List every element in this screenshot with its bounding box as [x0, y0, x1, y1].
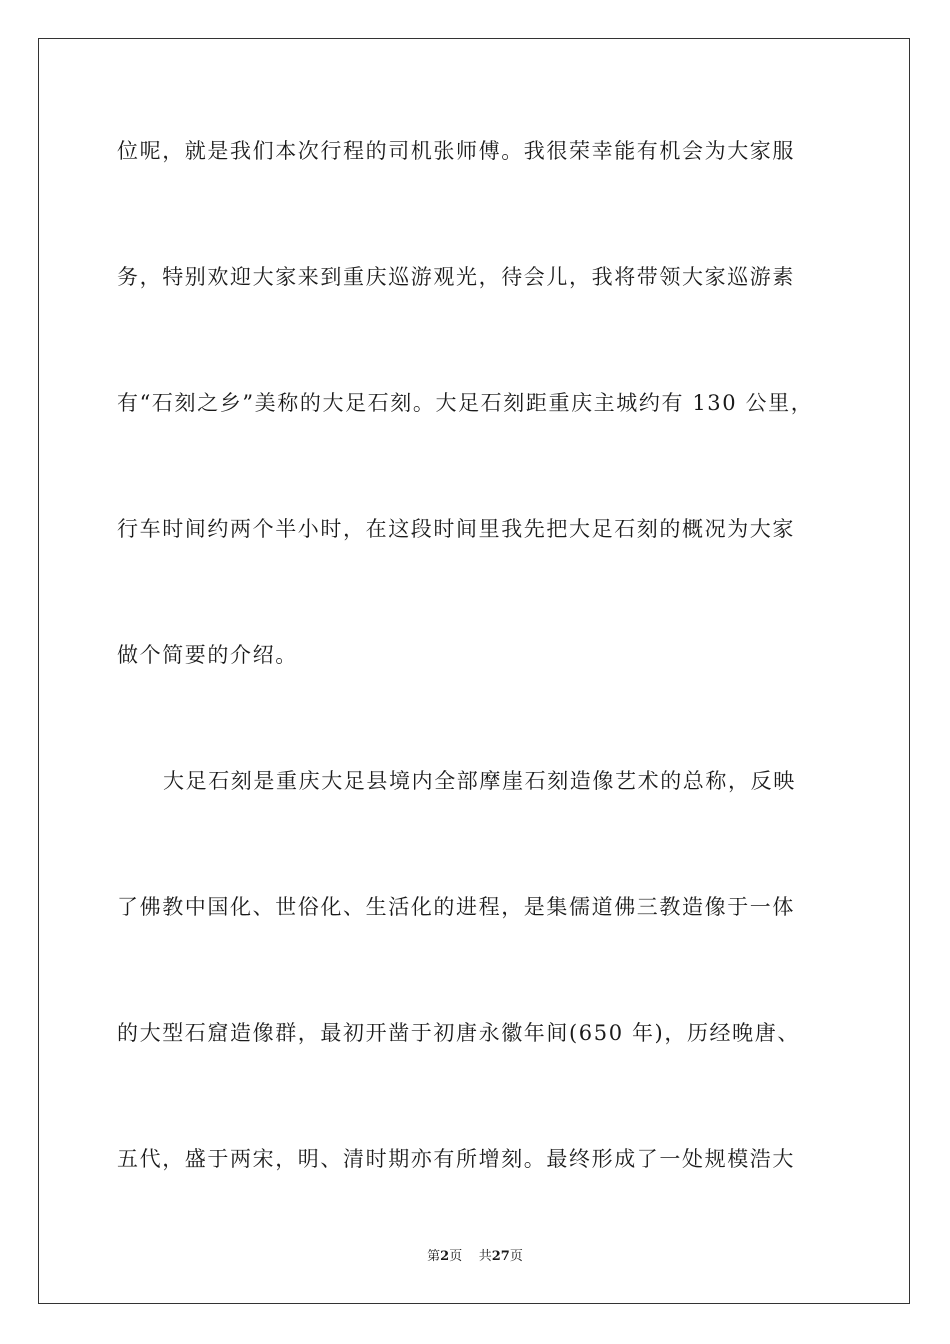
text-line: 了佛教中国化、世俗化、生活化的进程，是集儒道佛三教造像于一体 [117, 895, 795, 919]
page-border [38, 38, 910, 1304]
text-line: 的大型石窟造像群，最初开凿于初唐永徽年间(650 年)，历经晚唐、 [117, 1021, 800, 1045]
page-prefix: 第 [427, 1249, 441, 1264]
page-suffix: 页 [449, 1249, 463, 1264]
total-prefix: 共 [478, 1249, 492, 1264]
paragraph-first-line: 大足石刻是重庆大足县境内全部摩崖石刻造像艺术的总称，反映 [163, 769, 796, 793]
text-line: 位呢，就是我们本次行程的司机张师傅。我很荣幸能有机会为大家服 [117, 139, 795, 163]
text-line: 做个简要的介绍。 [117, 643, 298, 667]
text-line: 行车时间约两个半小时，在这段时间里我先把大足石刻的概况为大家 [117, 517, 795, 541]
page-footer [0, 1248, 950, 1266]
total-page-count: 27 [491, 1249, 510, 1264]
text-line: 务，特别欢迎大家来到重庆巡游观光，待会儿，我将带领大家巡游素 [117, 265, 795, 289]
text-line: 五代，盛于两宋，明、清时期亦有所增刻。最终形成了一处规模浩大 [117, 1147, 795, 1171]
current-page-number: 2 [440, 1249, 450, 1264]
text-line: 有“石刻之乡”美称的大足石刻。大足石刻距重庆主城约有 130 公里， [117, 391, 814, 415]
total-suffix: 页 [509, 1249, 523, 1264]
